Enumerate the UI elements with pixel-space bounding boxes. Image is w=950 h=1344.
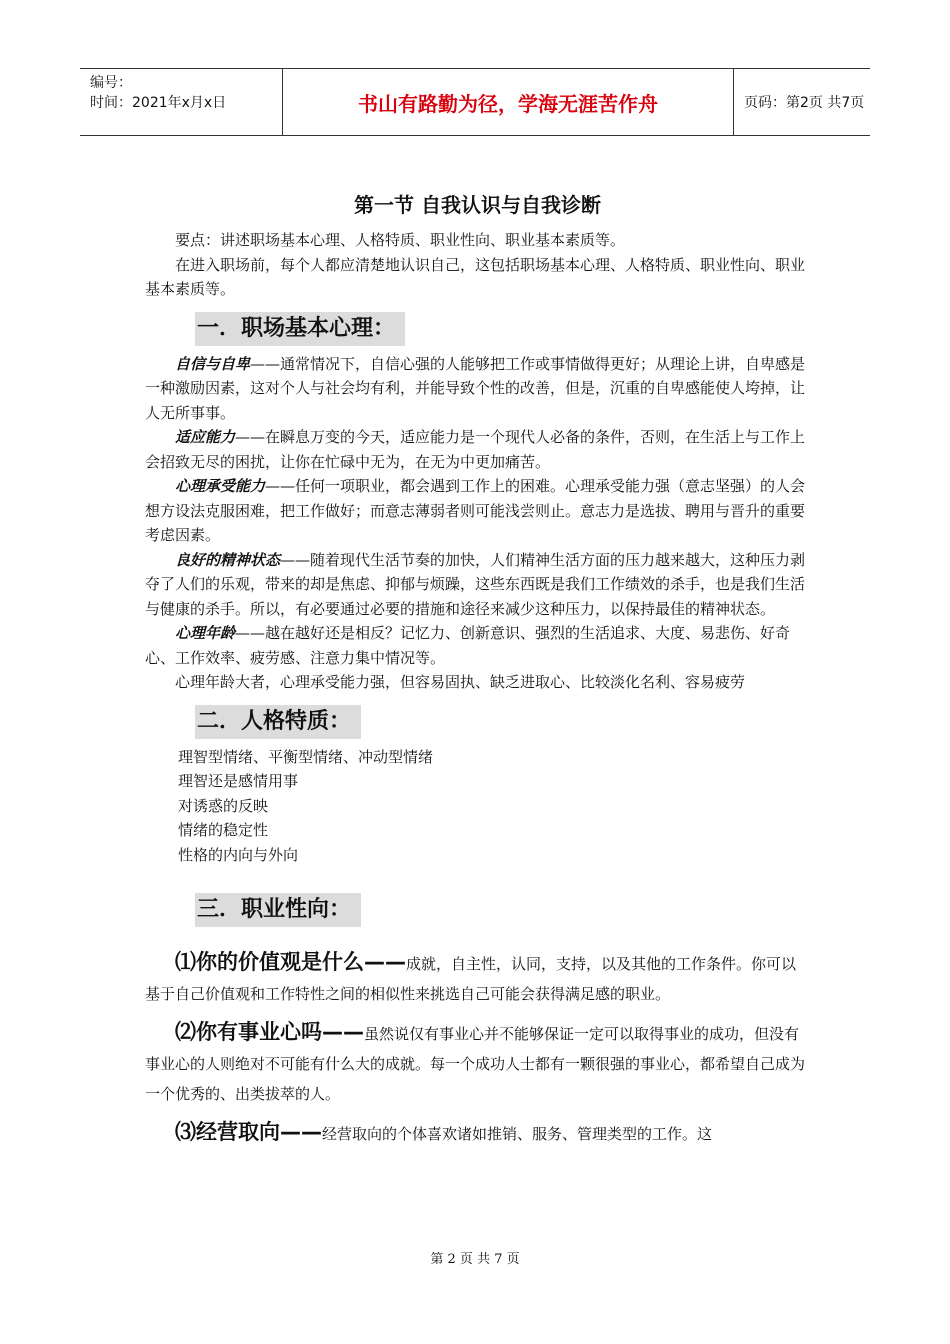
- list-item: 理智还是感情用事: [178, 772, 299, 790]
- personality-list: [145, 745, 810, 868]
- para-psych-age: [145, 621, 810, 670]
- intro-key-points: 要点：讲述职场基本心理、人格特质、职业性向、职业基本素质等。: [175, 231, 626, 249]
- para-resilience: [145, 474, 810, 548]
- term: 心理承受能力: [175, 477, 266, 495]
- term-desc: ——在瞬息万变的今天，适应能力是一个现代人必备的条件，否则，在生活上与工作上会招致无尽的困扰，让你在忙碌中无为，在无为中更加痛苦。: [145, 428, 806, 471]
- career-list: [145, 947, 810, 1149]
- para-psych-age-closing: 心理年龄大者，心理承受能力强，但容易固执、缺乏进取心、比较淡化名利、容易疲劳: [175, 673, 746, 691]
- section-title: 第一节 自我认识与自我诊断: [354, 193, 601, 217]
- career-desc: 经营取向的个体喜欢诸如推销、服务、管理类型的工作。这: [322, 1125, 713, 1143]
- term-desc: ——任何一项职业，都会遇到工作上的困难。心理承受能力强（意志坚强）的人会想方设法克服困难，把工作做好；而意志薄弱者则可能浅尝则止。意志力是选拔、聘用与晋升的重要考虑因素。: [145, 477, 806, 544]
- list-item: 性格的内向与外向: [178, 845, 299, 864]
- term: 心理年龄: [175, 624, 236, 642]
- term: 适应能力: [175, 428, 236, 446]
- list-item: 对诱惑的反映: [178, 796, 269, 815]
- career-lead: ⑴你的价值观是什么——: [175, 950, 406, 974]
- career-ambition: [145, 1017, 810, 1109]
- header-motto: 书山有路勤为径，学海无涯苦作舟: [282, 69, 734, 135]
- number-label: 编号：: [90, 75, 132, 91]
- para-mental-state: [145, 548, 810, 622]
- list-item: 情绪的稳定性: [178, 821, 269, 839]
- page-header: [80, 68, 870, 136]
- para-adaptability: [145, 425, 810, 474]
- heading-career-orientation: 三．职业性向：: [195, 893, 361, 927]
- career-business: [145, 1117, 810, 1149]
- career-values: [145, 947, 810, 1009]
- term-desc: ——随着现代生活节奏的加快，人们精神生活方面的压力越来越大，这种压力剥夺了人们的乐观，带来的却是焦虑、抑郁与烦躁，这些东西既是我们工作绩效的杀手，也是我们生活与健康的杀手。所以，有必要通过必要的措施和途径来减少这种压力，以保持最佳的精神状态。: [145, 550, 806, 618]
- para-confidence: [145, 352, 810, 426]
- date-label: 时间：2021年x月x日: [90, 95, 227, 111]
- term-desc: ——通常情况下，自信心强的人能够把工作或事情做得更好；从理论上讲，自卑感是一种激励因素，这对个人与社会均有利，并能导致个性的改善，但是，沉重的自卑感能使人垮掉，让人无所事事。: [145, 354, 806, 422]
- intro-paragraph: 在进入职场前，每个人都应清楚地认识自己，这包括职场基本心理、人格特质、职业性向、职业基本素质等。: [145, 255, 806, 298]
- document-body: [145, 190, 810, 1149]
- header-page-label: 页码：第2页 共7页: [744, 95, 865, 111]
- page-footer: 第 2 页 共 7 页: [430, 1252, 520, 1267]
- heading-workplace-psychology: 一．职场基本心理：: [195, 312, 405, 346]
- career-desc: 成就，自主性，认同，支持，以及其他的工作条件。你可以基于自己价值观和工作特性之间的相似性来挑选自己可能会获得满足感的职业。: [145, 955, 797, 1003]
- term: 良好的精神状态: [175, 550, 281, 569]
- term-desc: ——越在越好还是相反？记忆力、创新意识、强烈的生活追求、大度、易悲伤、好奇心、工作效率、疲劳感、注意力集中情况等。: [145, 624, 791, 667]
- list-item: 理智型情绪、平衡型情绪、冲动型情绪: [178, 747, 434, 766]
- career-lead: ⑵你有事业心吗——: [175, 1020, 364, 1044]
- heading-personality: 二．人格特质：: [195, 705, 361, 739]
- header-meta: [80, 69, 282, 135]
- career-desc: 虽然说仅有事业心并不能够保证一定可以取得事业的成功，但没有事业心的人则绝对不可能有什么大的成就。每一个成功人士都有一颗很强的事业心，都希望自己成为一个优秀的、出类拔萃的人。: [145, 1025, 806, 1103]
- term: 自信与自卑: [175, 354, 251, 373]
- career-lead: ⑶经营取向——: [175, 1120, 322, 1144]
